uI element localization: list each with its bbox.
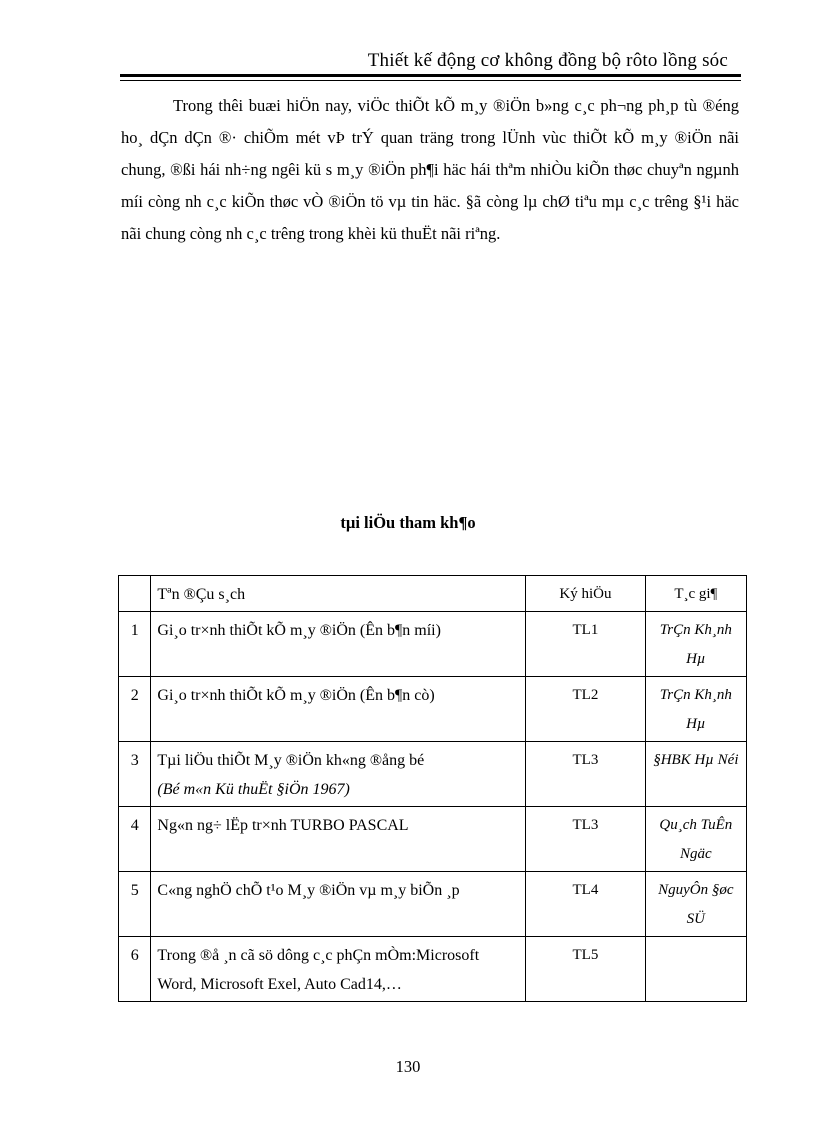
row-symbol: TL2	[526, 677, 646, 742]
header-title: Tªn ®Çu s¸ch	[151, 576, 526, 612]
row-title-text: Ng«n ng÷ lËp tr×nh TURBO PASCAL	[157, 817, 409, 834]
header-symbol: Ký hiÖu	[526, 576, 646, 612]
row-num: 2	[119, 677, 151, 742]
table-row	[119, 807, 747, 872]
row-num: 1	[119, 612, 151, 677]
table-header-row	[119, 576, 747, 612]
row-note: (Bé m«n Kü thuËt §iÖn 1967)	[157, 781, 350, 798]
row-symbol: TL4	[526, 872, 646, 937]
header-rule-thin	[120, 80, 741, 81]
row-author: NguyÔn §øc SÜ	[645, 872, 746, 937]
row-symbol: TL1	[526, 612, 646, 677]
table-row	[119, 742, 747, 807]
row-title-text: Tµi liÖu thiÕt M¸y ®iÖn kh«ng ®ång bé	[157, 752, 425, 769]
row-title-text: Trong ®å ¸n cã sö dông c¸c phÇn mÒm:Microsoft Word, Microsoft Exel, Auto Cad14,…	[157, 947, 480, 993]
row-author: TrÇn Kh¸nh Hµ	[645, 612, 746, 677]
row-title	[151, 742, 526, 807]
row-title	[151, 677, 526, 742]
table-row	[119, 937, 747, 1002]
references-table	[118, 575, 747, 1002]
table-row	[119, 677, 747, 742]
row-num: 3	[119, 742, 151, 807]
row-symbol: TL3	[526, 807, 646, 872]
row-title	[151, 937, 526, 1002]
row-symbol: TL5	[526, 937, 646, 1002]
page-number: 130	[395, 1057, 421, 1076]
references-heading: tµi liÖu tham kh¶o	[340, 513, 476, 532]
row-title-text: Gi¸o tr×nh thiÕt kÕ m¸y ®iÖn (Ên b¶n cò)	[157, 687, 435, 704]
row-title-text: C«ng nghÖ chÕ t¹o M¸y ®iÖn vµ m¸y biÕn ¸p	[157, 882, 460, 899]
row-author: Qu¸ch TuÊn Ngäc	[645, 807, 746, 872]
header-rule-thick	[120, 74, 741, 77]
row-title	[151, 807, 526, 872]
table-row	[119, 612, 747, 677]
row-title	[151, 872, 526, 937]
row-title	[151, 612, 526, 677]
header-num	[119, 576, 151, 612]
row-author: §HBK Hµ Néi	[645, 742, 746, 807]
row-author	[645, 937, 746, 1002]
row-num: 5	[119, 872, 151, 937]
intro-paragraph: Trong thêi buæi hiÖn nay, viÖc thiÕt kÕ m¸y ®iÖn b»ng c¸c ph¬ng ph¸p tù ®éng ho¸ dÇn dÇn ®· chiÕm mét vÞ trÝ quan träng trong lÜnh vùc thiÕt kÕ m¸y ®iÖn nãi chung, ®ßi hái nh÷ng ngêi kü s m¸y ®iÖn ph¶i häc hái thªm nhiÒu kiÕn thøc chuyªn ngµnh míi còng nh c¸c kiÕn thøc vÒ ®iÖn tö vµ tin häc. §ã còng lµ chØ tiªu mµ c¸c trêng §¹i häc nãi chung còng nh c¸c trêng trong khèi kü thuËt nãi riªng.	[121, 96, 739, 243]
row-title-text: Gi¸o tr×nh thiÕt kÕ m¸y ®iÖn (Ên b¶n míi)	[157, 622, 441, 639]
row-author: TrÇn Kh¸nh Hµ	[645, 677, 746, 742]
table-row	[119, 872, 747, 937]
row-num: 6	[119, 937, 151, 1002]
row-symbol: TL3	[526, 742, 646, 807]
running-header-title: Thiết kế động cơ không đồng bộ rôto lồng sóc	[367, 50, 728, 71]
header-author: T¸c gi¶	[645, 576, 746, 612]
row-num: 4	[119, 807, 151, 872]
